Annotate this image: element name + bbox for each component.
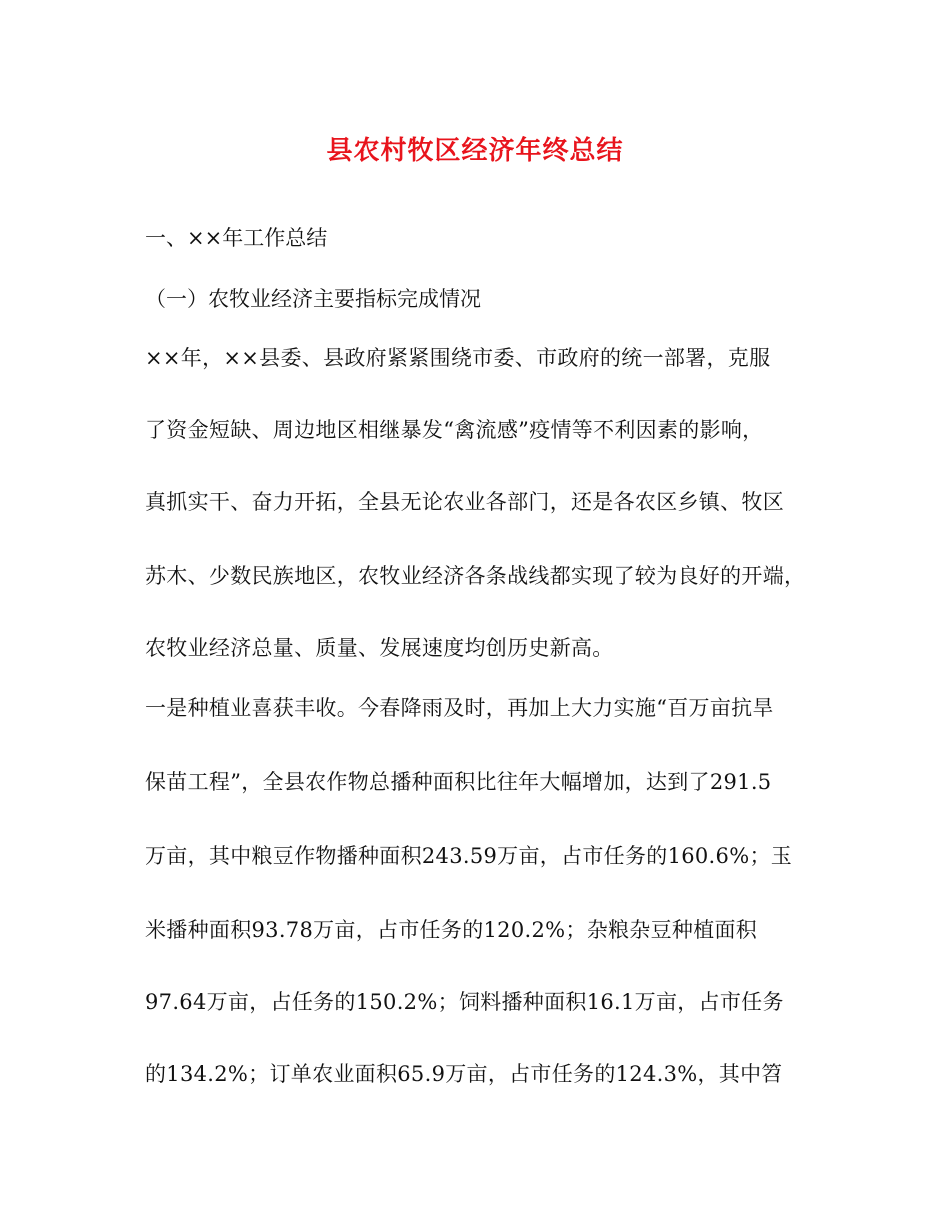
- paragraph-line: 了资金短缺、周边地区相继暴发“禽流感”疫情等不利因素的影响，: [145, 418, 764, 442]
- paragraph-line: 一是种植业喜获丰收。今春降雨及时，再加上大力实施“百万亩抗旱: [145, 696, 774, 720]
- paragraph-line: 米播种面积93.78万亩，占市任务的120.2%；杂粮杂豆种植面积: [145, 918, 758, 942]
- paragraph-line: ××年，××县委、县政府紧紧围绕市委、市政府的统一部署，克服: [145, 346, 771, 370]
- paragraph-line: 万亩，其中粮豆作物播种面积243.59万亩，占市任务的160.6%；玉: [145, 844, 793, 868]
- document-title: 县农村牧区经济年终总结: [326, 136, 624, 166]
- section-heading: 一、××年工作总结: [145, 226, 328, 250]
- paragraph-line: 苏木、少数民族地区，农牧业经济各条战线都实现了较为良好的开端，: [145, 564, 806, 588]
- paragraph-line: 保苗工程”，全县农作物总播种面积比往年大幅增加，达到了291.5: [145, 770, 772, 794]
- subsection-heading: （一）农牧业经济主要指标完成情况: [145, 287, 481, 311]
- paragraph-line: 97.64万亩，占任务的150.2%；饲料播种面积16.1万亩，占市任务: [145, 990, 784, 1014]
- paragraph-line: 的134.2%；订单农业面积65.9万亩，占市任务的124.3%，其中笤: [145, 1062, 783, 1086]
- paragraph-line: 农牧业经济总量、质量、发展速度均创历史新高。: [145, 636, 614, 660]
- paragraph-line: 真抓实干、奋力开拓，全县无论农业各部门，还是各农区乡镇、牧区: [145, 490, 784, 514]
